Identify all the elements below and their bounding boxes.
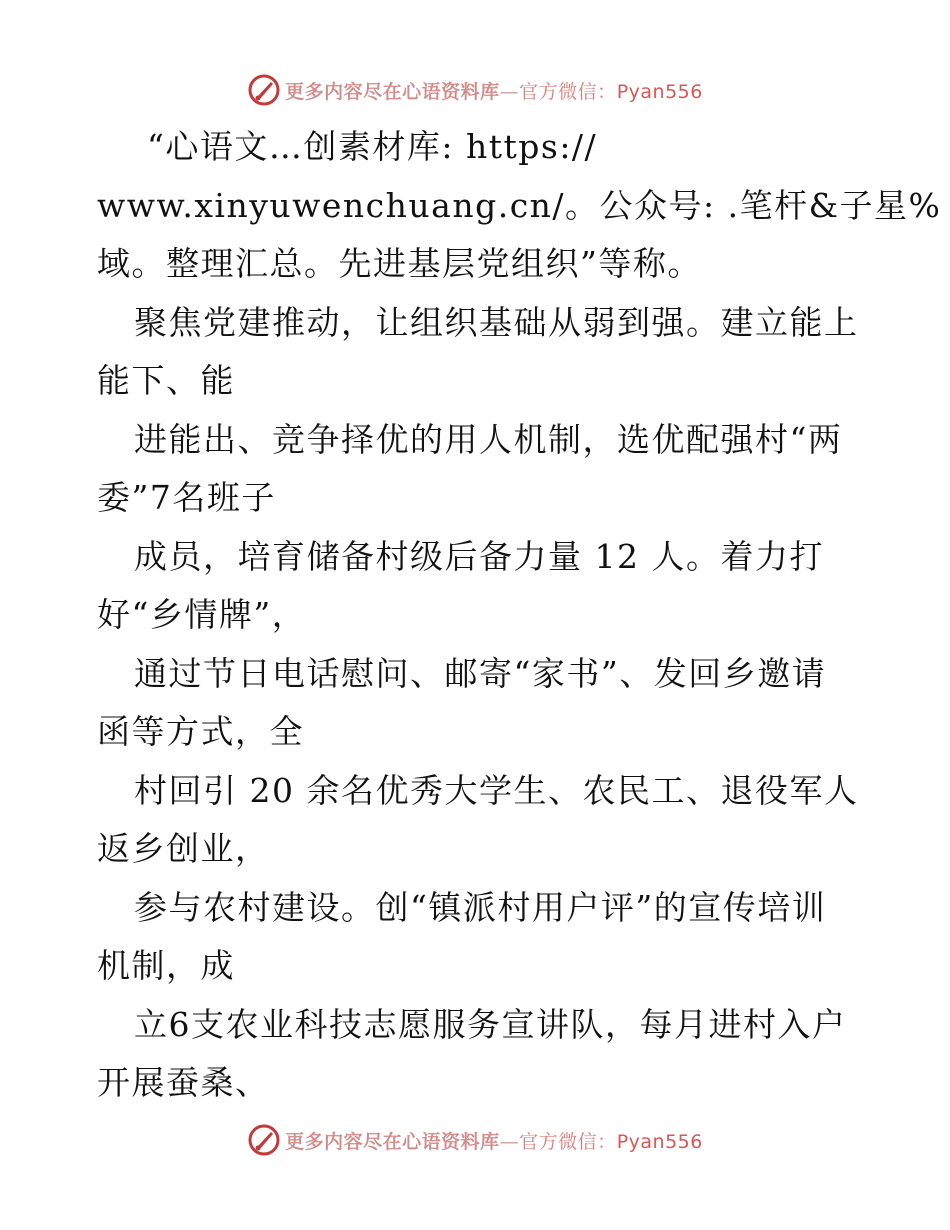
body-line: 能下、能 [97,361,235,400]
body-line: 成员，培育储备村级后备力量 12 人。着力打 [134,536,824,576]
header-watermark-banner [0,70,950,110]
body-line: 委”7名班子 [97,478,276,517]
banner-text [285,77,703,104]
banner-wechat-id: Pyan556 [616,80,703,103]
banner-dash: — [499,1130,520,1153]
body-line: 参与农村建设。创“镇派村用户评”的宣传培训 [134,887,827,927]
banner-main-text: 更多内容尽在心语资料库 [285,80,500,103]
body-line: 域。整理汇总。先进基层党组织”等称。 [97,244,702,283]
banner-dash: — [499,80,520,103]
body-line: 好“乡情牌”， [97,595,307,634]
banner-text [285,1127,703,1154]
banner-main-text: 更多内容尽在心语资料库 [285,1130,500,1153]
body-line: 返乡创业， [97,829,270,868]
banner-wechat-label: 官方微信： [519,80,617,103]
body-line: “心语文…创素材库: https:// [147,127,598,166]
body-line: 开展蚕桑、 [97,1063,270,1102]
quill-logo-icon [247,1123,281,1157]
body-line: 村回引 20 余名优秀大学生、农民工、退役军人 [134,770,859,810]
body-line: 聚焦党建推动，让组织基础从弱到强。建立能上 [134,302,859,342]
footer-watermark-banner [0,1120,950,1160]
body-line: 机制，成 [97,946,235,985]
body-line: 立6支农业科技志愿服务宣讲队，每月进村入户 [134,1004,847,1044]
banner-wechat-id: Pyan556 [616,1130,703,1153]
body-line: 函等方式，全 [97,712,304,751]
body-line: www.xinyuwenchuang.cn/。公众号: .笔杆&子星% [97,185,942,225]
quill-logo-icon [247,73,281,107]
document-body [97,118,942,1113]
banner-wechat-label: 官方微信： [519,1130,617,1153]
body-line: 进能出、竞争择优的用人机制，选优配强村“两 [134,419,843,459]
body-line: 通过节日电话慰问、邮寄“家书”、发回乡邀请 [134,653,827,693]
